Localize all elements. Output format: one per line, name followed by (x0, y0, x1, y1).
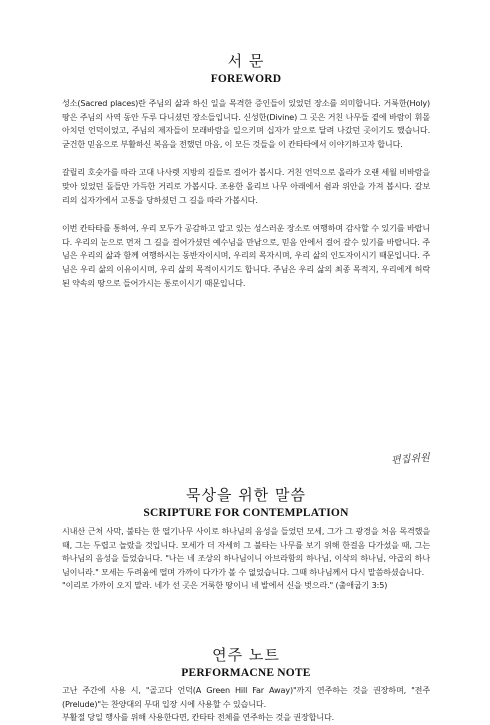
scripture-section (62, 484, 430, 519)
scripture-title-en: SCRIPTURE FOR CONTEMPLATION (143, 507, 349, 519)
performance-title-ko: 연주 노트 (212, 646, 280, 664)
performance-paragraph-1: 고난 주간에 사용 시, "골고다 언덕(A Green Hill Far Away)"까지 연주하는 것을 권장하며, "전주(Prelude)"는 찬양대의 무대 입장 시에 사용할 수 있습니다. (62, 685, 430, 709)
performance-section (62, 644, 430, 679)
foreword-body (62, 97, 430, 290)
performance-title-en: PERFORMACNE NOTE (181, 667, 311, 679)
foreword-paragraph-2: 갈릴리 호숫가를 따라 고대 나사렛 지방의 길들로 걸어가 봅시다. 거친 언덕으로 올라가 오랜 세월 비바람을 맞아 있었던 돌들만 가득한 거리로 가봅시다. 조용한 올리브 나무 아래에서 쉼과 위안을 가져 봅시다. 갈보리의 십자가에서 고통을 당하셨던 그 길을 따라 가봅시다. (62, 167, 430, 205)
scripture-body (62, 525, 430, 593)
scripture-title-ko: 묵상을 위한 말씀 (186, 486, 306, 504)
foreword-paragraph-3: 이번 칸타타를 통하여, 우리 모두가 공감하고 알고 있는 성스러운 장소로 여행하며 감사할 수 있기를 바랍니다. 우리의 눈으로 먼저 그 길을 걸어가셨던 예수님을 만남으로, 믿음 안에서 걸어 갈수 있기를 바랍니다. 주님은 우리의 삶과 함께 여행하시는 동반자이시며, 우리의 목자시며, 우리 삶의 인도자이시기 때문입니다. 주님은 우리 삶의 이유이시며, 우리 삶의 목적이시기도 합니다. 주님은 우리 삶의 최종 목적지, 우리에게 허락된 약속의 땅으로 들어가시는 통로이시기 때문입니다. (62, 223, 430, 288)
editor-signature: 편집위원 (391, 452, 431, 467)
scripture-paragraph-1: 시내산 근처 사막, 불타는 한 떨기나무 사이로 하나님의 음성을 들었던 모세, 그가 그 광경을 처음 목격했을 때, 그는 두렵고 놀랐을 것입니다. 모세가 더 자세히 그 불타는 나무를 보기 위해 한걸음 다가섰을 때, 그는 하나님의 음성을 들었습니다. "나는 네 조상의 하나님이니 아브라함의 하나님, 이삭의 하나님, 야곱의 하나님이니라." 모세는 두려움에 떨며 가까이 다가가 볼 수 없었습니다. 그때 하나님께서 다시 말씀하셨습니다. (62, 526, 430, 577)
foreword-title-ko: 서 문 (227, 52, 265, 70)
foreword-paragraph-1: 성소(Sacred places)란 주님의 삶과 하신 일을 목격한 증인들이 있었던 장소를 의미합니다. 거룩한(Holy) 땅은 주님의 사역 동안 두루 다니셨던 장소들입니다. 신성한(Divine) 그 곳은 거친 나무들 곁에 바람이 휘몰아치던 언덕이었고, 주님의 제자들이 모래바람을 일으키며 십자가 앞으로 달려 나갔던 곳이기도 했습니다. 굳건한 믿음으로 부활하신 복음을 전했던 마음, 이 모든 것들을 이 칸타타에서 이야기하고자 합니다. (62, 98, 430, 149)
performance-body (62, 684, 430, 725)
performance-paragraph-2: 부활절 당일 행사를 위해 사용한다면, 칸타타 전체를 연주하는 것을 권장합니다. (62, 712, 335, 723)
foreword-section (62, 50, 430, 85)
foreword-title-en: FOREWORD (210, 73, 282, 85)
scripture-quote: "이리로 가까이 오지 말라. 네가 선 곳은 거룩한 땅이니 네 발에서 신을 벗으라." (출애굽기 3:5) (62, 580, 388, 591)
